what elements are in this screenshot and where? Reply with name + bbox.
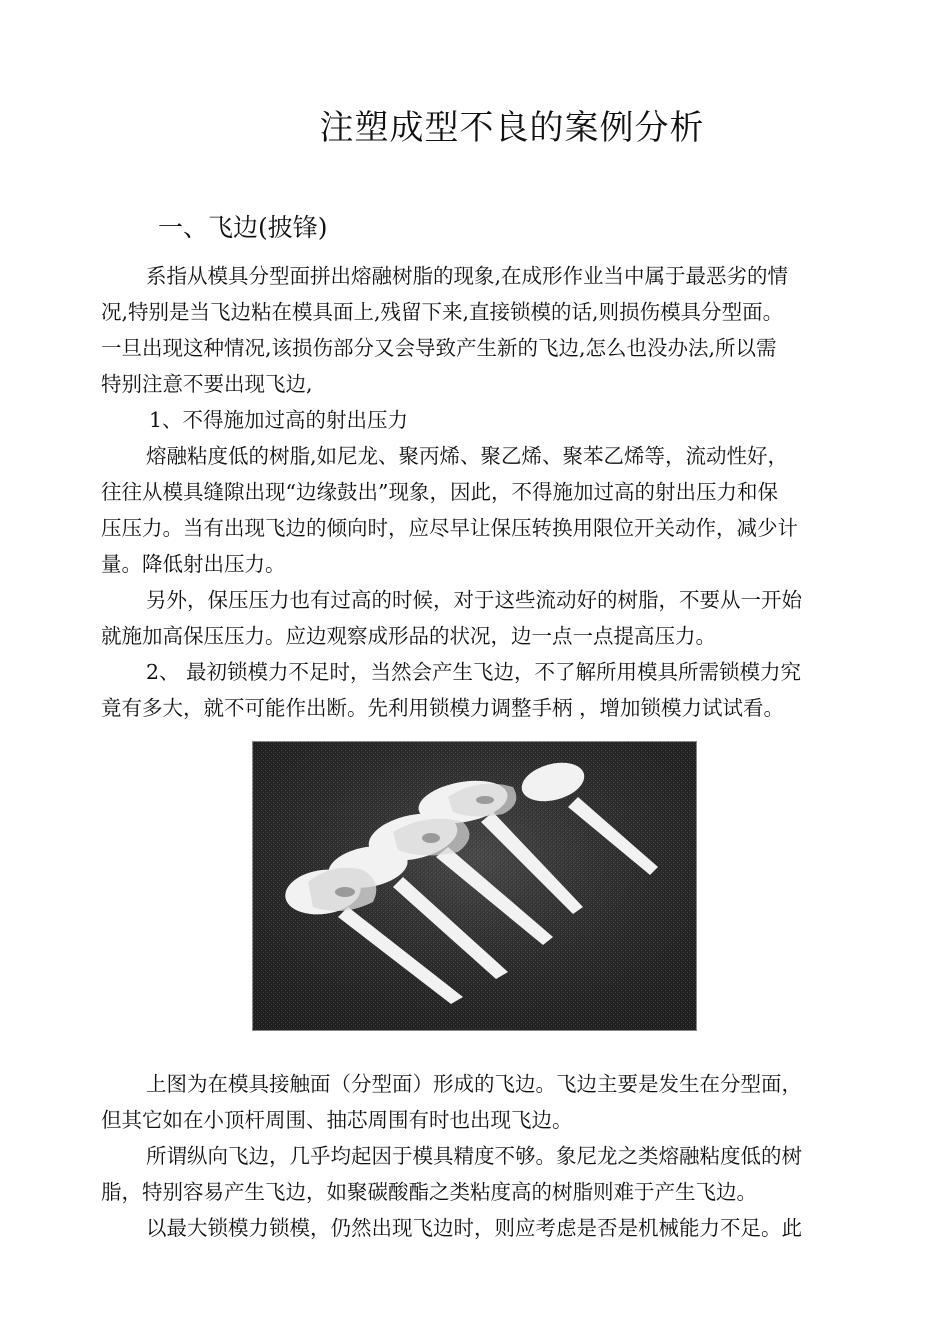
text-line: 压压力。当有出现飞边的倾向时，应尽早让保压转换用限位开关动作，减少计 [101,516,798,540]
bottom-paragraph [101,1066,853,1246]
text-line: 况,特别是当飞边粘在模具面上,残留下来,直接锁模的话,则损伤模具分型面。 [101,300,784,324]
text-line: 一旦出现这种情况,该损伤部分又会导致产生新的飞边,怎么也没办法,所以需 [101,336,777,360]
subheading-item-1: 1、不得施加过高的射出压力 [149,408,409,432]
section-heading: 一、飞边(披锋) [158,213,328,242]
intro-paragraph [101,258,853,726]
flash-defect-photo [252,741,697,1031]
document-title: 注塑成型不良的案例分析 [319,108,705,148]
text-line: 特别注意不要出现飞边, [101,372,313,396]
text-line: 往往从模具缝隙出现“边缘鼓出”现象，因此，不得施加过高的射出压力和保 [101,480,778,504]
text-line: 所谓纵向飞边，几乎均起因于模具精度不够。象尼龙之类熔融粘度低的树 [146,1144,802,1168]
text-line: 系指从模具分型面拼出熔融树脂的现象,在成形作业当中属于最恶劣的情 [146,264,789,288]
text-line: 就施加高保压压力。应边观察成形品的状况，边一点一点提高压力。 [101,624,716,648]
text-line: 脂，特别容易产生飞边，如聚碳酸酯之类粘度高的树脂则难于产生飞边。 [101,1180,757,1204]
text-line: 上图为在模具接触面（分型面）形成的飞边。飞边主要是发生在分型面， [146,1072,802,1096]
text-line: 以最大锁模力锁模，仍然出现飞边时，则应考虑是否是机械能力不足。此 [146,1216,802,1240]
text-line: 竟有多大，就不可能作出断。先利用锁模力调整手柄 ，增加锁模力试试看。 [101,696,785,720]
subheading-item-2: 2、 最初锁模力不足时，当然会产生飞边，不了解所用模具所需锁模力究 [146,660,802,684]
photo-molded-spoons-with-flash-icon [253,742,697,1031]
text-line: 量。降低射出压力。 [101,552,286,576]
text-line: 另外，保压压力也有过高的时候，对于这些流动好的树脂，不要从一开始 [146,588,802,612]
text-line: 但其它如在小顶杆周围、抽芯周围有时也出现飞边。 [101,1108,573,1132]
text-line: 熔融粘度低的树脂,如尼龙、聚丙烯、聚乙烯、聚苯乙烯等，流动性好， [146,444,789,468]
